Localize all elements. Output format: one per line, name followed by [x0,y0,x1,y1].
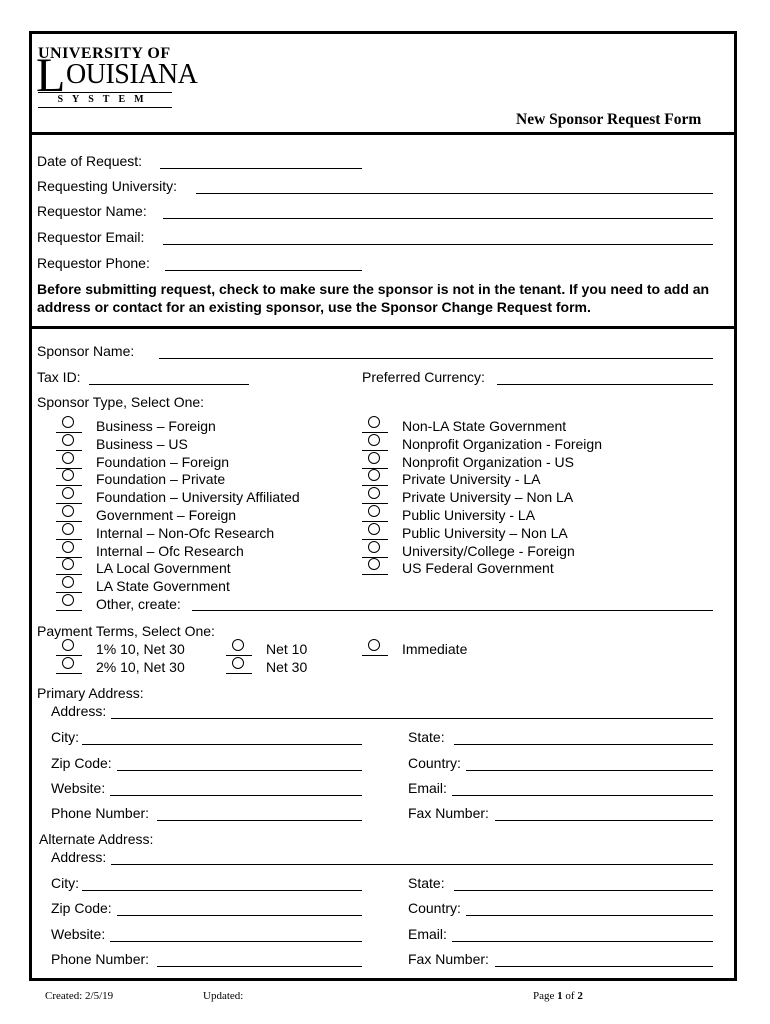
logo-university-of: UNIVERSITY OF [38,45,171,62]
sponsor-type-option-label: Foundation – University Affiliated [96,489,300,506]
page-total: 2 [577,990,583,1002]
payment-1-10-net-30-label: 1% 10, Net 30 [96,641,185,657]
sponsor-type-option-label: Internal – Ofc Research [96,542,244,559]
other-create-field[interactable] [192,610,713,611]
primary-email-label: Email: [408,780,447,796]
sponsor-type-option-radio[interactable] [56,576,82,593]
sponsor-type-option-radio[interactable] [56,452,82,469]
date-of-request-label: Date of Request: [37,153,143,169]
primary-fax-field[interactable] [495,820,713,821]
sponsor-type-option-radio[interactable] [362,416,388,433]
tax-id-field[interactable] [89,384,249,385]
logo-system: SYSTEM [38,92,172,108]
page-prefix: Page [533,990,555,1002]
footer-page-number [533,990,583,1002]
sponsor-type-option-label: Private University – Non LA [402,489,574,506]
payment-2-10-net-30-radio[interactable] [56,657,82,674]
payment-1-10-net-30-radio[interactable] [56,639,82,656]
sponsor-type-option-label: LA State Government [96,578,230,595]
primary-website-field[interactable] [110,795,362,796]
sponsor-type-option-radio[interactable] [362,541,388,558]
primary-address-label: Address: [51,703,107,719]
payment-net-10-radio[interactable] [226,639,252,656]
sponsor-type-option-label: University/College - Foreign [402,542,575,559]
alternate-zip-field[interactable] [117,915,362,916]
primary-address-heading: Primary Address: [37,685,144,701]
alternate-address-label: Address: [51,849,107,865]
sponsor-type-option-label: Nonprofit Organization - Foreign [402,435,602,452]
sponsor-type-option-label: Foundation – Foreign [96,453,230,470]
primary-city-field[interactable] [82,744,362,745]
preferred-currency-label: Preferred Currency: [362,369,485,385]
sponsor-type-option-label: Internal – Non-Ofc Research [96,524,275,541]
primary-fax-label: Fax Number: [408,805,489,821]
sponsor-type-option-radio[interactable] [56,487,82,504]
sponsor-type-option-radio[interactable] [362,558,388,575]
alternate-address-field[interactable] [111,864,713,865]
sponsor-type-option-label: Other, create: [96,596,181,612]
payment-terms-label: Payment Terms, Select One: [37,623,215,639]
sponsor-check-notice: Before submitting request, check to make sure the sponsor is not in the tenant. If you need to add an address or contact for an existing sponsor, use the Sponsor Change Request form. [37,281,710,315]
sponsor-type-option-label: Public University – Non LA [402,524,568,541]
primary-zip-field[interactable] [117,770,362,771]
alternate-fax-field[interactable] [495,966,713,967]
primary-country-label: Country: [408,755,461,771]
primary-address-field[interactable] [111,718,713,719]
payment-2-10-net-30-label: 2% 10, Net 30 [96,659,185,675]
header-divider [32,132,734,135]
sponsor-type-option-radio[interactable] [56,434,82,451]
sponsor-type-label: Sponsor Type, Select One: [37,394,205,410]
sponsor-type-option-label: Private University - LA [402,471,541,488]
primary-phone-label: Phone Number: [51,805,150,821]
sponsor-type-option-radio[interactable] [362,505,388,522]
alternate-state-field[interactable] [454,890,713,891]
alternate-email-label: Email: [408,926,447,942]
sponsor-type-option-radio[interactable] [56,469,82,486]
sponsor-type-option-radio[interactable] [56,541,82,558]
requestor-email-label: Requestor Email: [37,229,145,245]
sponsor-type-option-label: Nonprofit Organization - US [402,453,574,470]
sponsor-type-option-radio[interactable] [56,505,82,522]
alternate-website-label: Website: [51,926,106,942]
primary-state-field[interactable] [454,744,713,745]
alternate-city-label: City: [51,875,79,891]
alternate-email-field[interactable] [452,941,713,942]
alternate-country-field[interactable] [466,915,713,916]
alternate-city-field[interactable] [82,890,362,891]
primary-state-label: State: [408,729,445,745]
page-of: of [565,990,575,1002]
payment-immediate-radio[interactable] [362,639,388,656]
sponsor-type-option-radio[interactable] [362,523,388,540]
primary-country-field[interactable] [466,770,713,771]
sponsor-type-option-radio[interactable] [56,523,82,540]
tax-id-label: Tax ID: [37,369,81,385]
alternate-website-field[interactable] [110,941,362,942]
alternate-fax-label: Fax Number: [408,951,489,967]
sponsor-type-option-radio[interactable] [56,594,82,611]
sponsor-type-option-label: LA Local Government [96,560,231,577]
requestor-phone-label: Requestor Phone: [37,255,150,271]
sponsor-type-option-radio[interactable] [362,487,388,504]
sponsor-name-field[interactable] [159,358,713,359]
date-of-request-field[interactable] [160,168,362,169]
requesting-university-field[interactable] [196,193,713,194]
alternate-state-label: State: [408,875,445,891]
requesting-university-label: Requesting University: [37,178,178,194]
requestor-email-field[interactable] [163,244,713,245]
requestor-name-field[interactable] [163,218,713,219]
alternate-country-label: Country: [408,900,461,916]
section-divider [32,326,734,329]
primary-phone-field[interactable] [157,820,362,821]
payment-net-30-radio[interactable] [226,657,252,674]
sponsor-type-option-label: Business – Foreign [96,418,216,434]
payment-net-30-label: Net 30 [266,659,308,675]
footer-updated: Updated: [203,990,244,1002]
alternate-zip-label: Zip Code: [51,900,112,916]
logo-big-l: L [36,49,66,102]
alternate-address-heading: Alternate Address: [39,831,154,847]
requestor-phone-field[interactable] [165,270,362,271]
footer-created: Created: 2/5/19 [45,990,114,1002]
primary-email-field[interactable] [452,795,713,796]
sponsor-type-option-radio[interactable] [362,469,388,486]
primary-city-label: City: [51,729,79,745]
sponsor-type-option-radio[interactable] [362,452,388,469]
sponsor-type-option-label: Foundation – Private [96,471,226,488]
form-title: New Sponsor Request Form [516,111,702,128]
payment-net-10-label: Net 10 [266,641,308,657]
sponsor-type-option-label: Business – US [96,435,188,452]
sponsor-type-option-label: Public University - LA [402,507,536,523]
alternate-phone-label: Phone Number: [51,951,150,967]
sponsor-name-label: Sponsor Name: [37,343,135,359]
sponsor-type-option-label: Government – Foreign [96,507,237,523]
sponsor-type-option-radio[interactable] [56,558,82,575]
alternate-phone-field[interactable] [157,966,362,967]
sponsor-type-option-label: US Federal Government [402,560,554,577]
primary-zip-label: Zip Code: [51,755,112,771]
page-current: 1 [557,990,563,1002]
payment-immediate-label: Immediate [402,641,468,657]
sponsor-type-option-radio[interactable] [362,434,388,451]
primary-website-label: Website: [51,780,106,796]
sponsor-type-option-radio[interactable] [56,416,82,433]
sponsor-type-option-label: Non-LA State Government [402,418,567,434]
logo-louisiana: OUISIANA [66,59,198,90]
preferred-currency-field[interactable] [497,384,713,385]
requestor-name-label: Requestor Name: [37,203,147,219]
